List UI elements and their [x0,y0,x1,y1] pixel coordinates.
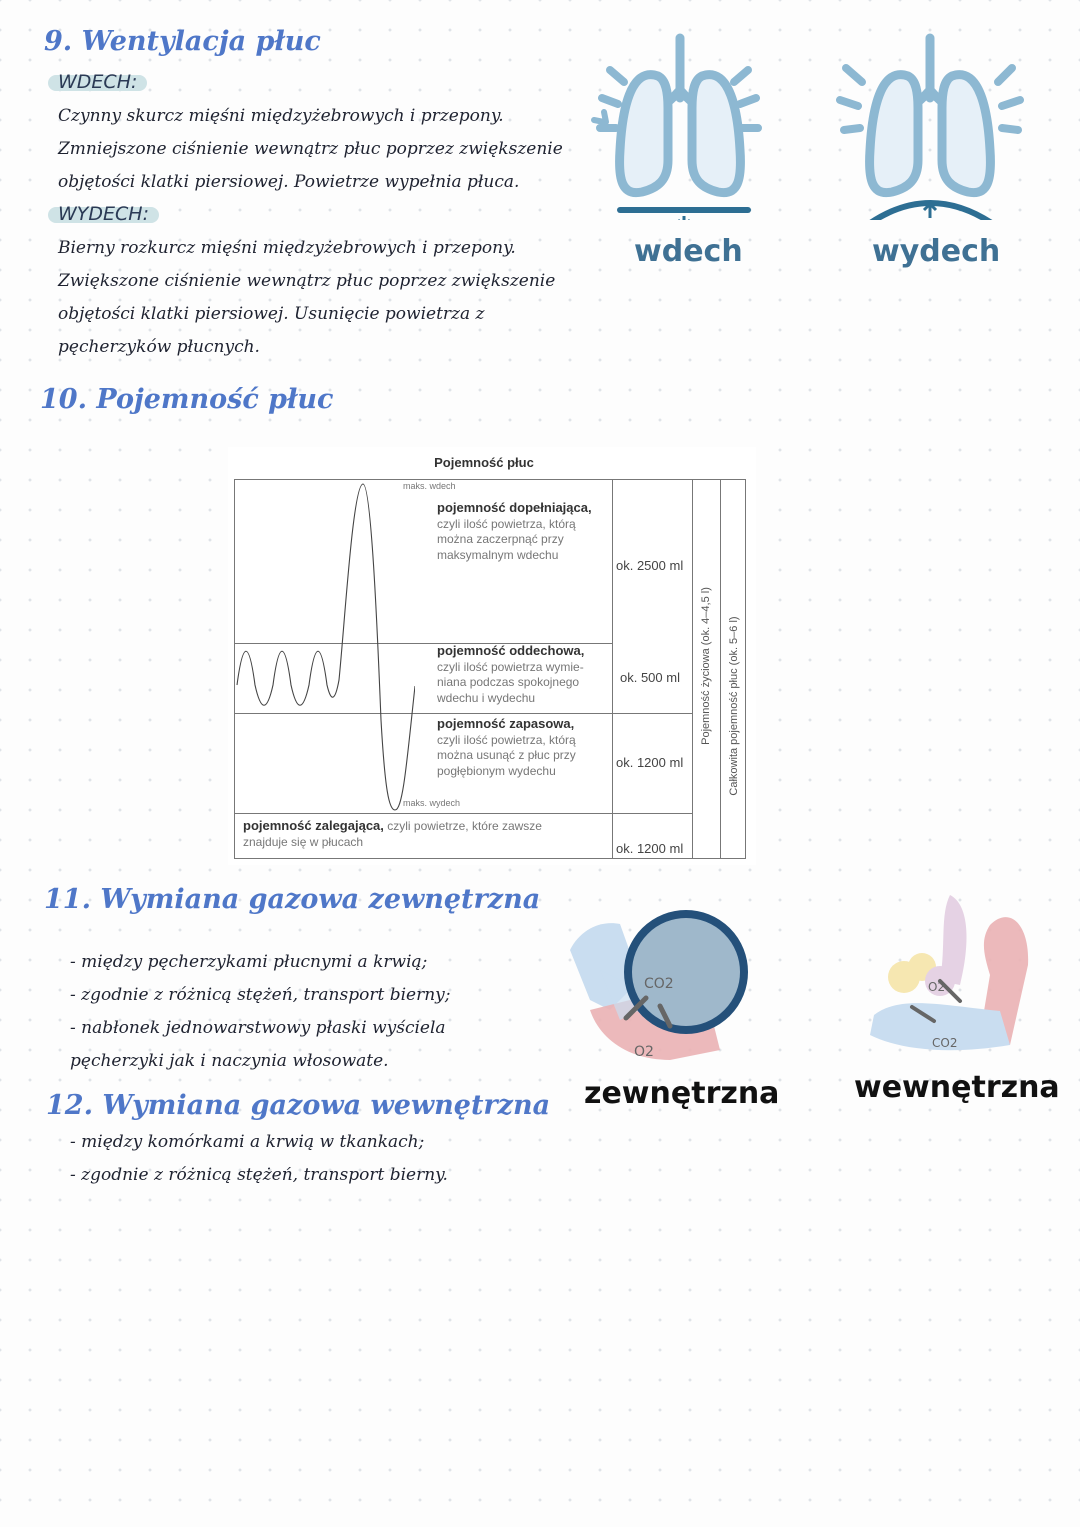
inhale-text [58,100,563,199]
bullet-item: pęcherzyki jak i naczynia włosowate. [70,1051,389,1071]
vital-capacity-label: Pojemność życiowa (ok. 4–4,5 l) [700,587,712,745]
row-residual [243,818,542,850]
bullet-item: - nabłonek jednowarstwowy płaski wyściela [70,1018,446,1038]
co2-label: CO2 [644,976,674,992]
row-desc: czyli ilość powietrza, którą [437,516,576,531]
row-reserve [437,716,576,779]
row-value: ok. 500 ml [620,670,680,685]
max-exhale-label: maks. wydech [403,798,461,808]
section-9-title: 9. Wentylacja płuc [44,26,321,57]
lungs-exhale-illustration [830,30,1040,220]
o2-label: O2 [928,980,946,994]
text-line: Bierny rozkurcz mięśni międzyżebrowych i przepony. [58,238,516,258]
text-line: Zmniejszone ciśnienie wewnątrz płuc poprzez zwiększenie [58,139,563,159]
text-line: pęcherzyków płucnych. [58,337,260,357]
row-desc: maksymalnym wdechu [437,547,559,562]
total-capacity-label: Całkowita pojemność płuc (ok. 5–6 l) [728,616,740,796]
section-12-bullets [70,1126,448,1192]
row-desc: znajduje się w płucach [243,834,364,849]
row-desc: wdechu i wydechu [437,690,536,705]
internal-exchange-illustration [860,885,1040,1075]
row-name: pojemność dopełniająca, [437,500,592,515]
exhale-label: WYDECH: [48,203,159,225]
row-value: ok. 1200 ml [616,755,684,770]
bullet-item: - zgodnie z różnicą stężeń, transport bierny; [70,985,451,1005]
section-11-title: 11. Wymiana gazowa zewnętrzna [44,884,541,915]
breathing-curve [235,480,415,814]
row-desc: pogłębionym wydechu [437,763,556,778]
o2-label: O2 [634,1044,654,1060]
text-line: objętości klatki piersiowej. Usunięcie powietrza z [58,304,485,324]
row-value: ok. 2500 ml [616,558,684,573]
row-desc: czyli ilość powietrza, którą [437,732,576,747]
caption-inhale: wdech [634,234,743,269]
text-line: objętości klatki piersiowej. Powietrze wypełnia płuca. [58,172,520,192]
table-title: Pojemność płuc [434,455,534,470]
row-name: pojemność zapasowa, [437,716,575,731]
row-desc: czyli powietrze, które zawsze [387,819,542,833]
row-desc: czyli ilość powietrza wymie- [437,659,584,674]
bullet-item: - między komórkami a krwią w tkankach; [70,1132,425,1152]
exhale-text [58,232,555,364]
text-line: Czynny skurcz mięśni międzyżebrowych i przepony. [58,106,504,126]
table-frame [234,479,746,859]
co2-label: CO2 [932,1036,958,1050]
section-12-title: 12. Wymiana gazowa wewnętrzna [46,1090,551,1121]
caption-external: zewnętrzna [584,1076,780,1111]
inhale-label: WDECH: [48,71,147,93]
external-exchange-illustration [560,910,760,1070]
section-11-bullets [70,946,451,1078]
row-tidal [437,643,584,706]
row-desc: niana podczas spokojnego [437,675,580,689]
caption-internal: wewnętrzna [854,1070,1060,1105]
bullet-item: - zgodnie z różnicą stężeń, transport bierny. [70,1165,448,1185]
lungs-inhale-illustration [580,30,780,220]
row-desc: można zaczerpnąć przy [437,532,564,546]
divider [692,480,693,858]
row-name: pojemność zalegająca, [243,818,384,833]
lung-capacity-table [228,447,756,865]
row-complementary [437,500,592,563]
row-value: ok. 1200 ml [616,841,684,856]
caption-exhale: wydech [872,234,1001,269]
divider [612,480,613,858]
divider [720,480,721,858]
row-name: pojemność oddechowa, [437,643,585,658]
section-10-title: 10. Pojemność płuc [40,384,334,415]
row-desc: można usunąć z płuc przy [437,748,576,762]
bullet-item: - między pęcherzykami płucnymi a krwią; [70,952,428,972]
text-line: Zwiększone ciśnienie wewnątrz płuc poprzez zwiększenie [58,271,556,291]
max-inhale-label: maks. wdech [403,481,456,491]
